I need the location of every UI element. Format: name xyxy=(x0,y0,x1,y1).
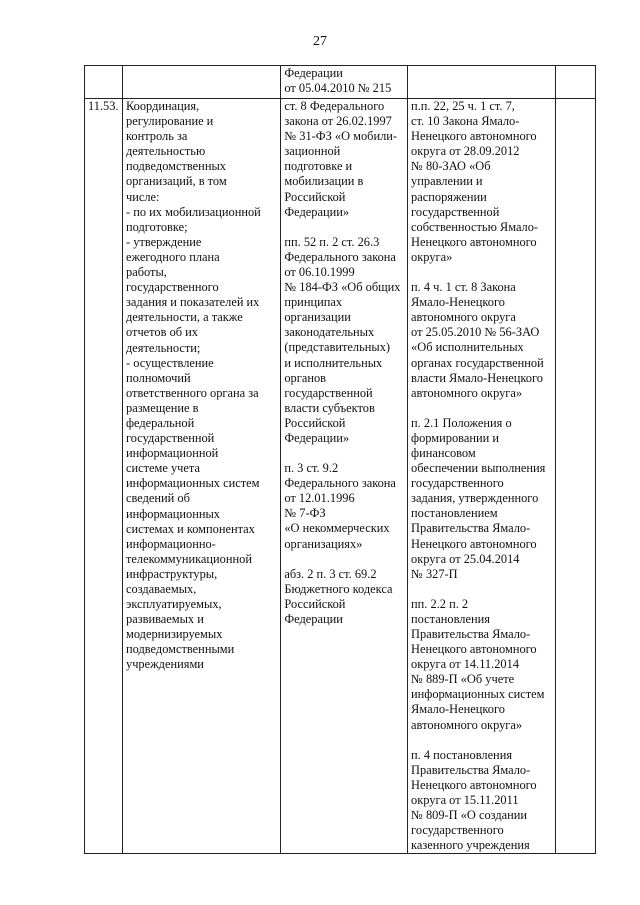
text-line: организации xyxy=(284,310,351,325)
cell-federal-continued xyxy=(281,66,408,99)
text-line: округа от 28.09.2012 xyxy=(411,144,520,159)
text-line: инфраструктуры, xyxy=(126,566,218,581)
legal-reference-block xyxy=(411,99,552,265)
text-line: Ненецкого автономного xyxy=(411,536,537,551)
text-line: Федерации» xyxy=(284,204,350,219)
text-line: (представительных) xyxy=(284,340,391,355)
text-line: Правительства Ямало- xyxy=(411,762,531,777)
text-line: деятельности; xyxy=(126,340,201,355)
text-line: финансовом xyxy=(411,445,476,460)
cell-number-empty xyxy=(85,66,123,99)
text-line: регулирование и xyxy=(126,114,214,129)
text-line: Ненецкого автономного xyxy=(411,129,537,144)
text-line: Российской xyxy=(284,189,346,204)
text-line: Ямало-Ненецкого xyxy=(411,295,505,310)
text-line: от 06.10.1999 xyxy=(284,264,355,279)
text-line: работы, xyxy=(126,265,167,280)
text-line: собственностью Ямало- xyxy=(411,219,539,234)
text-line: отчетов об их xyxy=(126,325,198,340)
text-line: органов xyxy=(284,370,327,385)
text-line: информационно- xyxy=(126,536,216,551)
legal-reference-block xyxy=(411,748,552,854)
text-line: - по их мобилизационной xyxy=(126,204,261,219)
text-line: ежегодного плана xyxy=(126,249,220,264)
paragraph-gap xyxy=(411,265,552,280)
text-line: округа от 14.11.2014 xyxy=(411,657,520,672)
text-line: подведомственных xyxy=(126,159,226,174)
legal-table xyxy=(84,65,596,854)
paragraph-gap xyxy=(284,446,404,461)
text-line: № 31-ФЗ «О мобили- xyxy=(284,129,398,144)
text-line: государственной xyxy=(126,431,215,446)
function-description xyxy=(123,99,281,854)
paragraph-gap xyxy=(411,401,552,416)
text-line: Ненецкого автономного xyxy=(411,234,537,249)
text-line: Бюджетного кодекса xyxy=(284,581,393,596)
text-line: Федерального закона xyxy=(284,249,396,264)
text-line: обеспечении выполнения xyxy=(411,461,546,476)
regional-legal-basis xyxy=(408,99,556,854)
text-line: развиваемых и xyxy=(126,612,204,627)
text-line: государственного xyxy=(126,280,219,295)
text-line: ст. 8 Федерального xyxy=(284,99,385,113)
text-line: государственного xyxy=(411,476,504,491)
row-number-text: 11.53. xyxy=(88,99,119,113)
cell-extra-empty xyxy=(555,66,595,99)
text-line: информационных xyxy=(126,506,220,521)
text-line: подведомственными xyxy=(126,642,235,657)
text-line: деятельностью xyxy=(126,144,206,159)
paragraph-gap xyxy=(411,582,552,597)
text-line: мобилизации в xyxy=(284,174,364,189)
legal-reference-block xyxy=(284,235,404,446)
text-line: модернизируемых xyxy=(126,627,223,642)
text-line: закона от 26.02.1997 xyxy=(284,114,392,129)
text-line: контроль за xyxy=(126,129,188,144)
text-line: числе: xyxy=(126,189,160,204)
text-line: власти субъектов xyxy=(284,400,375,415)
text-line: п. 2.1 Положения о xyxy=(411,415,512,430)
text-line: - утверждение xyxy=(126,234,202,249)
text-line: № 80-ЗАО «Об xyxy=(411,159,491,174)
legal-reference-block xyxy=(284,461,404,552)
text-line: Ненецкого автономного xyxy=(411,777,537,792)
text-line: «О некоммерческих xyxy=(284,521,390,536)
text-line: абз. 2 п. 3 ст. 69.2 xyxy=(284,566,377,581)
text-line: автономного округа» xyxy=(411,385,523,400)
text-line: № 327-П xyxy=(411,566,458,581)
text-line: полномочий xyxy=(126,370,191,385)
text-line: информационной xyxy=(126,446,219,461)
legal-reference-block xyxy=(411,597,552,733)
cell-function-empty xyxy=(123,66,281,99)
text-line: автономного округа» xyxy=(411,717,523,732)
text-line: автономного округа xyxy=(411,310,516,325)
text-line: пп. 2.2 п. 2 xyxy=(411,596,469,611)
page-number: 27 xyxy=(313,34,327,49)
text-line: Ненецкого автономного xyxy=(411,642,537,657)
text-line: п. 4 ч. 1 ст. 8 Закона xyxy=(411,280,516,295)
row-number xyxy=(85,99,123,854)
paragraph-gap xyxy=(284,220,404,235)
text-line: задания и показателей их xyxy=(126,295,260,310)
text-line: постановлением xyxy=(411,506,498,521)
text-line: зационной xyxy=(284,144,341,159)
text-line: информационных систем xyxy=(411,687,545,702)
text-line: системах и компонентах xyxy=(126,521,255,536)
legal-reference-block xyxy=(411,416,552,582)
text-line: государственного xyxy=(411,823,504,838)
text-line: власти Ямало-Ненецкого xyxy=(411,370,543,385)
paragraph-gap xyxy=(411,733,552,748)
legal-reference-block xyxy=(284,567,404,627)
text-line: Правительства Ямало- xyxy=(411,627,531,641)
text-line: п. 4 постановления xyxy=(411,747,513,762)
text-line: Российской xyxy=(284,596,346,611)
text-line: органах государственной xyxy=(411,355,544,370)
text-line: подготовке и xyxy=(284,159,353,174)
text-line: эксплуатируемых, xyxy=(126,597,222,612)
table-row xyxy=(85,66,596,99)
legal-reference-block xyxy=(411,280,552,401)
text-line: деятельности, а также xyxy=(126,310,243,325)
table-row xyxy=(85,99,596,854)
cell-extra-empty xyxy=(555,99,595,854)
text-line: «Об исполнительных xyxy=(411,340,524,355)
text-line: п. 3 ст. 9.2 xyxy=(284,461,339,476)
text-line: постановления xyxy=(411,611,490,626)
text-line: учреждениями xyxy=(126,657,204,672)
legal-reference-block xyxy=(284,99,404,220)
text-line: информационных систем xyxy=(126,476,260,491)
text-line: Российской xyxy=(284,415,346,430)
text-line: № 809-П «О создании xyxy=(411,808,528,823)
text-line: от 05.04.2010 № 215 xyxy=(284,81,392,96)
cell-regional-empty xyxy=(408,66,556,99)
text-line: Ямало-Ненецкого xyxy=(411,702,505,717)
text-line: государственной xyxy=(411,204,500,219)
text-line: Федерации xyxy=(284,66,343,80)
text-line: - осуществление xyxy=(126,355,214,370)
text-line: от 25.05.2010 № 56-ЗАО xyxy=(411,325,540,340)
text-line: управлении и xyxy=(411,174,483,189)
text-line: законодательных xyxy=(284,325,375,340)
text-line: системе учета xyxy=(126,461,200,476)
text-line: распоряжении xyxy=(411,189,487,204)
text-line: размещение в xyxy=(126,400,199,415)
text-line: № 889-П «Об учете xyxy=(411,672,515,687)
text-line: подготовке; xyxy=(126,219,188,234)
text-line: и исполнительных xyxy=(284,355,383,370)
text-line: округа от 15.11.2011 xyxy=(411,792,519,807)
text-line: № 7-ФЗ xyxy=(284,506,326,521)
text-line: организаций, в том xyxy=(126,174,227,189)
text-line: федеральной xyxy=(126,415,195,430)
text-line: казенного учреждения xyxy=(411,838,530,853)
text-line: формировании и xyxy=(411,430,499,445)
text-line: принципах xyxy=(284,295,343,310)
text-line: округа от 25.04.2014 xyxy=(411,551,520,566)
text-line: Правительства Ямало- xyxy=(411,521,531,536)
text-line: создаваемых, xyxy=(126,582,197,596)
text-line: задания, утвержденного xyxy=(411,491,539,506)
text-line: телекоммуникационной xyxy=(126,551,252,566)
text-line: ответственного органа за xyxy=(126,385,259,400)
federal-legal-basis xyxy=(281,99,408,854)
text-line: пп. 52 п. 2 ст. 26.3 xyxy=(284,234,380,249)
text-line: Федерации» xyxy=(284,430,350,445)
text-line: организациях» xyxy=(284,536,363,551)
text-line: ст. 10 Закона Ямало- xyxy=(411,114,520,129)
text-line: государственной xyxy=(284,385,373,400)
text-line: Федерального закона xyxy=(284,476,396,491)
text-line: округа» xyxy=(411,249,453,264)
text-line: Федерации xyxy=(284,611,343,626)
text-line: Координация, xyxy=(126,99,200,113)
paragraph-gap xyxy=(284,552,404,567)
text-line: сведений об xyxy=(126,491,190,506)
text-line: п.п. 22, 25 ч. 1 ст. 7, xyxy=(411,99,515,113)
text-line: от 12.01.1996 xyxy=(284,491,355,506)
text-line: № 184-ФЗ «Об общих xyxy=(284,280,401,295)
